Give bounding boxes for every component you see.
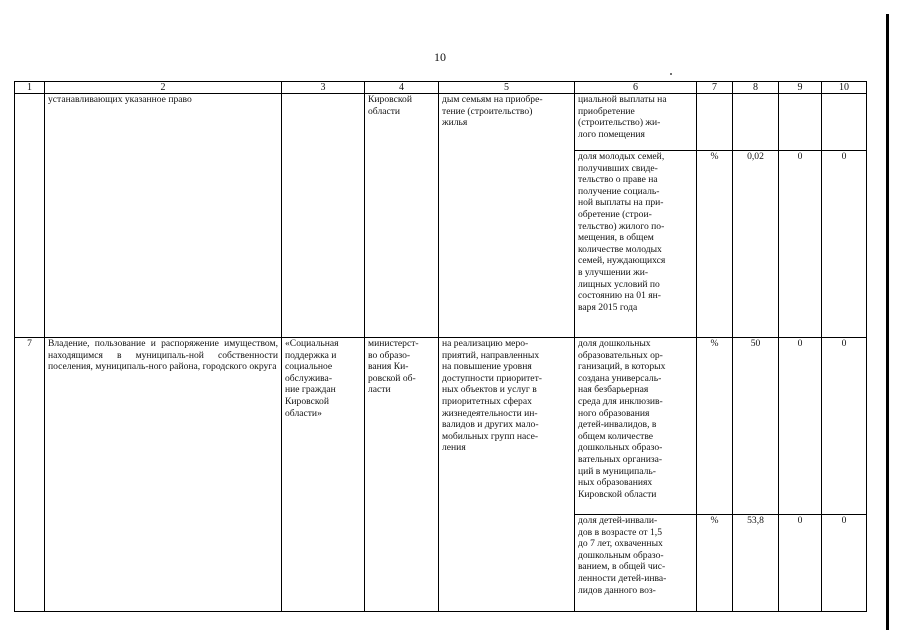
ministry-cell: министерст- во образо- вания Ки- ровской об- ласти bbox=[365, 338, 439, 612]
unit-cell: % bbox=[697, 338, 733, 515]
page-edge-bar bbox=[886, 14, 889, 630]
header-cell-10: 10 bbox=[822, 82, 867, 94]
value-cell: 0 bbox=[779, 151, 822, 338]
row-number-cell: 7 bbox=[15, 338, 45, 612]
power-description-cell: устанавливающих указанное право bbox=[45, 94, 282, 338]
header-cell-4: 4 bbox=[365, 82, 439, 94]
header-cell-1: 1 bbox=[15, 82, 45, 94]
value-cell bbox=[733, 94, 779, 151]
header-cell-7: 7 bbox=[697, 82, 733, 94]
program-cell bbox=[282, 94, 365, 338]
power-description-cell: Владение, пользование и распоряжение имуществом, находящимся в муниципаль-ной собственности поселения, муниципаль-ного района, городского округа bbox=[45, 338, 282, 612]
table-row bbox=[15, 94, 867, 151]
unit-cell: % bbox=[697, 515, 733, 612]
header-cell-6: 6 bbox=[575, 82, 697, 94]
value-cell: 0 bbox=[779, 338, 822, 515]
scan-speck bbox=[670, 73, 672, 75]
page-number: 10 bbox=[434, 50, 446, 64]
unit-cell: % bbox=[697, 151, 733, 338]
program-cell: «Социальная поддержка и социальное обслужива- ние граждан Кировской области» bbox=[282, 338, 365, 612]
ministry-cell: Кировской области bbox=[365, 94, 439, 338]
table-row bbox=[15, 338, 867, 515]
unit-cell bbox=[697, 94, 733, 151]
purpose-cell: дым семьям на приобре- тение (строительство) жилья bbox=[439, 94, 575, 338]
value-cell bbox=[822, 94, 867, 151]
value-cell: 0 bbox=[822, 515, 867, 612]
table-header-row bbox=[15, 82, 867, 94]
indicator-cell: циальной выплаты на приобретение (строительство) жи- лого помещения bbox=[575, 94, 697, 151]
header-cell-8: 8 bbox=[733, 82, 779, 94]
purpose-cell: на реализацию меро- приятий, направленных на повышение уровня доступности приоритет- ных объектов и услуг в приоритетных сферах жизнедеятельности ин- валидов и других мало- мобильных групп насе- ления bbox=[439, 338, 575, 612]
header-cell-5: 5 bbox=[439, 82, 575, 94]
header-cell-3: 3 bbox=[282, 82, 365, 94]
value-cell: 0 bbox=[779, 515, 822, 612]
row-number-cell bbox=[15, 94, 45, 338]
value-cell: 0 bbox=[822, 338, 867, 515]
header-cell-2: 2 bbox=[45, 82, 282, 94]
value-cell: 0 bbox=[822, 151, 867, 338]
indicator-cell: доля молодых семей, получивших свиде- тельство о праве на получение социаль- ной выплаты на при- обретение (строи- тельство) жилого по- мещения, в общем количестве молодых семей, нуждающихся в улучшении жи- лищных условий по состоянию на 01 ян- варя 2015 года bbox=[575, 151, 697, 338]
value-cell: 53,8 bbox=[733, 515, 779, 612]
indicator-cell: доля детей-инвали- дов в возрасте от 1,5 до 7 лет, охваченных дошкольным образо- ванием, в общей чис- ленности детей-инва- лидов данного воз- bbox=[575, 515, 697, 612]
value-cell bbox=[779, 94, 822, 151]
value-cell: 50 bbox=[733, 338, 779, 515]
header-cell-9: 9 bbox=[779, 82, 822, 94]
value-cell: 0,02 bbox=[733, 151, 779, 338]
data-table bbox=[14, 81, 867, 612]
indicator-cell: доля дошкольных образовательных ор- ганизаций, в которых создана универсаль- ная безбарьерная среда для инклюзив- ного образования детей-инвалидов, в общем количестве дошкольных образо- вательных организа- ций в муниципаль- ных образованиях Кировской области bbox=[575, 338, 697, 515]
